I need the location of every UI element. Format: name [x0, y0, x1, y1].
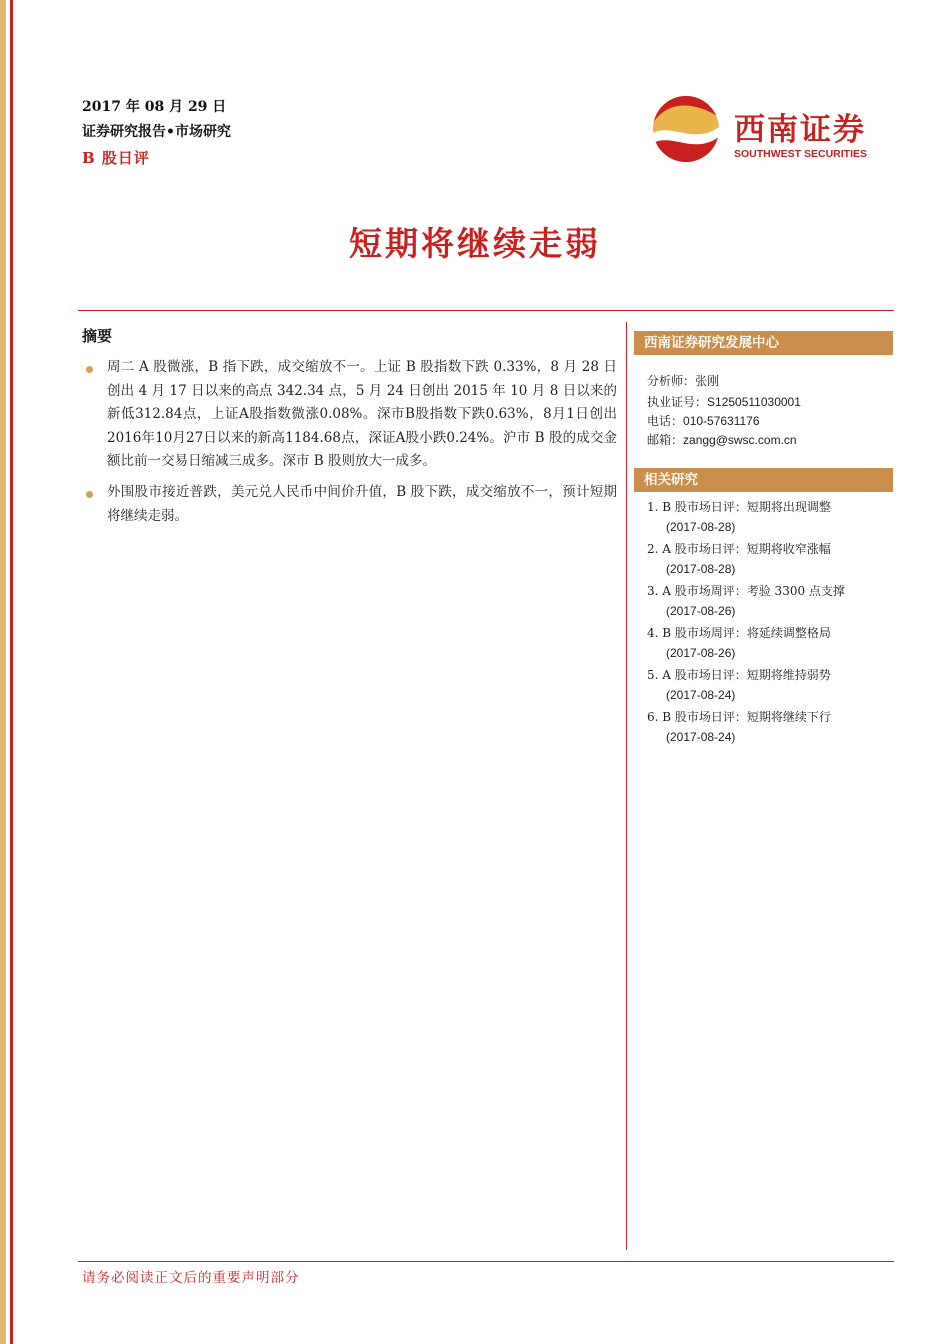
related-item-title[interactable]: 4. B 股市场周评：将延续调整格局 — [647, 626, 831, 640]
related-item-title[interactable]: 5. A 股市场日评：短期将维持弱势 — [647, 668, 831, 682]
related-item-date: (2017-08-24) — [666, 730, 736, 744]
research-center-header: 西南证券研究发展中心 — [634, 331, 893, 355]
header-divider — [78, 310, 894, 311]
related-item-date: (2017-08-26) — [666, 646, 736, 660]
license-row — [647, 393, 801, 410]
report-type: 证券研究报告•市场研究 — [82, 124, 231, 140]
email-label: 邮箱： — [647, 433, 684, 447]
related-item-title[interactable]: 2. A 股市场日评：短期将收窄涨幅 — [647, 542, 831, 556]
related-item-date: (2017-08-26) — [666, 604, 736, 618]
summary-heading: 摘要 — [82, 327, 113, 345]
report-date: 2017 年 08 月 29 日 — [82, 99, 227, 115]
related-item-title[interactable]: 6. B 股市场日评：短期将继续下行 — [647, 710, 831, 724]
report-category: B 股日评 — [82, 149, 150, 167]
related-item-date: (2017-08-24) — [666, 688, 736, 702]
logo-name-en: SOUTHWEST SECURITIES — [734, 148, 868, 160]
bullet-icon — [86, 366, 93, 373]
related-research-header: 相关研究 — [634, 468, 893, 492]
analyst-name: 张刚 — [695, 374, 720, 388]
logo-name-cn: 西南证券 — [734, 112, 866, 148]
license-label: 执业证号： — [647, 395, 708, 409]
related-item-title[interactable]: 1. B 股市场日评：短期将出现调整 — [647, 500, 831, 514]
phone-value: 010-57631176 — [683, 414, 760, 428]
related-item-date: (2017-08-28) — [666, 520, 736, 534]
summary-bullet: 周二 A 股微涨，B 指下跌，成交缩放不一。上证 B 股指数下跌 0.33%，8 月 28 日创出 4 月 17 日以来的高点 342.34 点，5 月 24 日创出 2015 年 10 月 8 日以来的新低312.84点，上证A股指数微涨0.08%。深市B股指数下跌0.63%，8月1日创出2016年10月27日以来的新高1184.68点，深证A股小跌0.24%。沪市 B 股的成交金额比前一交易日缩减三成多。深市 B 股则放大一成多。 — [107, 359, 617, 469]
related-item-title[interactable]: 3. A 股市场周评：考验 3300 点支撑 — [647, 584, 845, 598]
footer-divider — [78, 1261, 894, 1262]
summary-bullet: 外围股市接近普跌，美元兑人民币中间价升值，B 股下跌，成交缩放不一，预计短期将继续走弱。 — [107, 484, 617, 524]
bullet-icon — [86, 491, 93, 498]
left-red-stripe — [10, 0, 13, 1344]
phone-label: 电话： — [647, 414, 684, 428]
analyst-label: 分析师： — [647, 374, 696, 388]
logo-emblem-icon — [650, 93, 722, 165]
analyst-row — [647, 372, 719, 389]
company-logo — [648, 90, 884, 168]
column-divider — [626, 322, 627, 1250]
related-item-date: (2017-08-28) — [666, 562, 736, 576]
disclaimer-note: 请务必阅读正文后的重要声明部分 — [82, 1270, 300, 1286]
phone-row — [647, 412, 760, 429]
left-gold-stripe — [0, 0, 6, 1344]
email-row — [647, 431, 797, 448]
email-value[interactable]: zangg@swsc.com.cn — [683, 433, 797, 447]
page-title: 短期将继续走弱 — [349, 224, 601, 263]
license-value: S1250511030001 — [707, 395, 801, 409]
